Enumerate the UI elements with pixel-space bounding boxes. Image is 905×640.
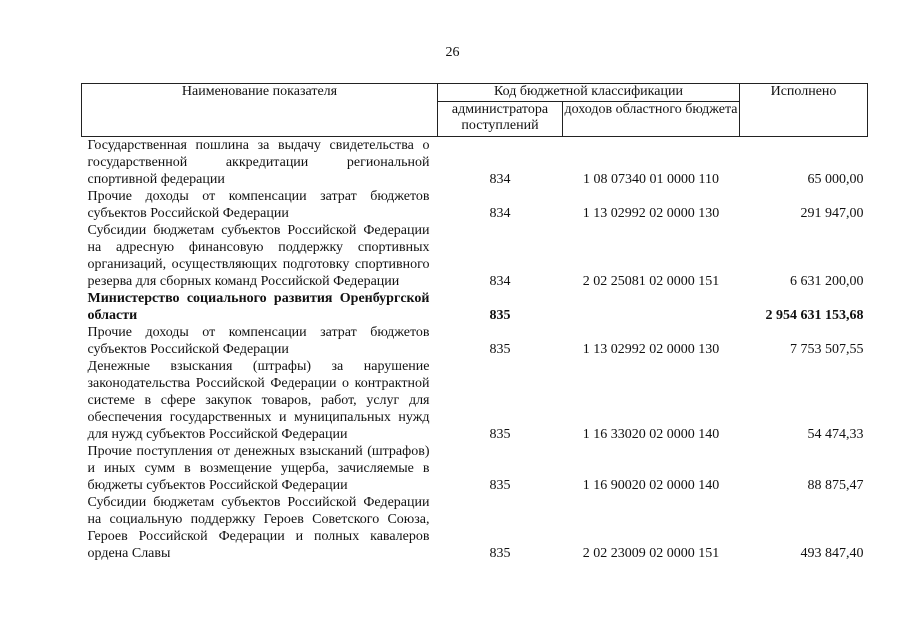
table-header xyxy=(82,84,868,137)
row-income-code: 1 08 07340 01 0000 110 xyxy=(583,172,719,187)
column-header-income: доходов областного бюджета xyxy=(563,102,740,137)
row-name: Субсидии бюджетам субъектов Российской Федерации на адресную финансовую поддержку спортивных организаций, осуществляющих подготовку спортивного резерва для сборных команд Российской Федерации xyxy=(87,223,430,289)
row-income-code: 1 13 02992 02 0000 130 xyxy=(582,206,720,221)
row-name: Денежные взыскания (штрафы) за нарушение законодательства Российской Федерации о контрактной системе в сфере закупок товаров, работ, услуг для обеспечения государственных и муниципальных нужд для нужд субъектов Российской Федерации xyxy=(87,359,430,442)
table-row xyxy=(82,324,868,358)
row-income-code: 2 02 25081 02 0000 151 xyxy=(582,274,720,289)
row-name: Государственная пошлина за выдачу свидетельства о государственной аккредитации региональной спортивной федерации xyxy=(87,138,430,187)
row-admin-code: 834 xyxy=(489,206,511,221)
budget-table xyxy=(81,83,868,562)
row-executed: 54 474,33 xyxy=(807,427,864,442)
row-executed: 2 954 631 153,68 xyxy=(765,308,864,323)
row-admin-code: 835 xyxy=(489,342,511,357)
row-admin-code: 835 xyxy=(489,308,511,323)
table-row xyxy=(82,290,868,324)
row-admin-code: 835 xyxy=(489,478,511,493)
table-row xyxy=(82,443,868,494)
row-admin-code: 835 xyxy=(489,427,511,442)
row-executed: 65 000,00 xyxy=(807,172,864,187)
row-executed: 6 631 200,00 xyxy=(790,274,864,289)
row-name: Прочие поступления от денежных взысканий (штрафов) и иных сумм в возмещение ущерба, зачисляемые в бюджеты субъектов Российской Федерации xyxy=(87,444,430,493)
column-header-admin: администратора поступлений xyxy=(438,102,563,137)
table-row xyxy=(82,222,868,290)
table-row xyxy=(82,358,868,443)
column-header-executed: Исполнено xyxy=(740,84,868,137)
row-income-code: 1 16 90020 02 0000 140 xyxy=(582,478,720,493)
row-executed: 493 847,40 xyxy=(800,546,864,561)
row-income-code xyxy=(563,290,740,324)
row-name: Прочие доходы от компенсации затрат бюджетов субъектов Российской Федерации xyxy=(87,325,430,357)
row-executed: 88 875,47 xyxy=(807,478,864,493)
table-row xyxy=(82,494,868,562)
row-income-code: 2 02 23009 02 0000 151 xyxy=(582,546,720,561)
column-header-code-group: Код бюджетной классификации xyxy=(438,84,740,102)
table-body xyxy=(82,137,868,563)
row-name: Министерство социального развития Оренбургской области xyxy=(87,291,430,323)
row-executed: 291 947,00 xyxy=(800,206,864,221)
row-name: Субсидии бюджетам субъектов Российской Федерации на социальную поддержку Героев Советского Союза, Героев Российской Федерации и полных кавалеров ордена Славы xyxy=(87,495,430,561)
row-admin-code: 834 xyxy=(489,274,511,289)
column-header-name: Наименование показателя xyxy=(82,84,438,137)
row-name: Прочие доходы от компенсации затрат бюджетов субъектов Российской Федерации xyxy=(87,189,430,221)
page-number: 26 xyxy=(445,45,460,60)
row-executed: 7 753 507,55 xyxy=(790,342,864,357)
row-admin-code: 835 xyxy=(489,546,511,561)
row-income-code: 1 13 02992 02 0000 130 xyxy=(582,342,720,357)
table-row xyxy=(82,137,868,189)
table-row xyxy=(82,188,868,222)
row-income-code: 1 16 33020 02 0000 140 xyxy=(582,427,720,442)
row-admin-code: 834 xyxy=(489,172,511,187)
